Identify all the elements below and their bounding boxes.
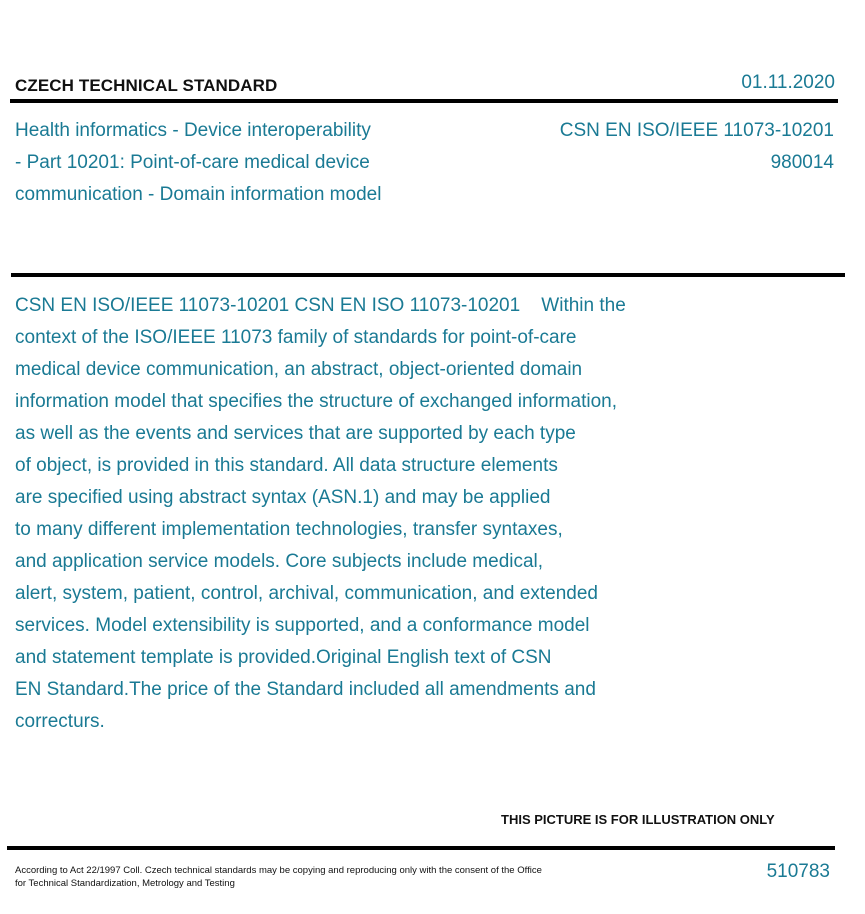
standard-code: CSN EN ISO/IEEE 11073-10201 <box>559 120 834 141</box>
title-divider <box>11 273 845 277</box>
description-line: alert, system, patient, control, archival, communication, and extended <box>15 583 598 604</box>
description-line: are specified using abstract syntax (ASN.1) and may be applied <box>15 487 551 508</box>
description-line: as well as the events and services that are supported by each type <box>15 423 576 444</box>
description-line: correcturs. <box>15 711 105 732</box>
description-line: and statement template is provided.Original English text of CSN <box>15 647 552 668</box>
document-id: 510783 <box>766 861 830 882</box>
illustration-placeholder <box>320 760 510 830</box>
description-line: to many different implementation technologies, transfer syntaxes, <box>15 519 563 540</box>
document-type-label: CZECH TECHNICAL STANDARD <box>15 76 278 95</box>
legal-line: According to Act 22/1997 Coll. Czech technical standards may be copying and reproducing only with the consent of the Office <box>15 865 542 876</box>
description-line: medical device communication, an abstract, object-oriented domain <box>15 359 583 380</box>
legal-line: for Technical Standardization, Metrology and Testing <box>15 878 235 889</box>
description-line: and application service models. Core subjects include medical, <box>15 551 544 572</box>
description-line: services. Model extensibility is supported, and a conformance model <box>15 615 590 636</box>
standard-codes <box>560 115 834 179</box>
footer-divider <box>7 846 835 850</box>
description-line: EN Standard.The price of the Standard included all amendments and <box>15 679 596 700</box>
title-line: - Part 10201: Point-of-care medical device <box>15 152 370 173</box>
title-line: communication - Domain information model <box>15 184 382 205</box>
illustration-note: THIS PICTURE IS FOR ILLUSTRATION ONLY <box>501 812 775 827</box>
issue-date: 01.11.2020 <box>741 72 835 93</box>
standard-title <box>15 115 455 211</box>
header-divider <box>10 99 838 103</box>
description-line: CSN EN ISO/IEEE 11073-10201 CSN EN ISO 11073-10201 Within the <box>15 295 626 316</box>
description-line: of object, is provided in this standard. All data structure elements <box>15 455 558 476</box>
class-code: 980014 <box>770 152 834 173</box>
legal-notice <box>15 864 595 890</box>
description-line: context of the ISO/IEEE 11073 family of standards for point-of-care <box>15 327 577 348</box>
standard-description <box>15 290 735 738</box>
description-line: information model that specifies the structure of exchanged information, <box>15 391 617 412</box>
title-line: Health informatics - Device interoperability <box>15 120 371 141</box>
